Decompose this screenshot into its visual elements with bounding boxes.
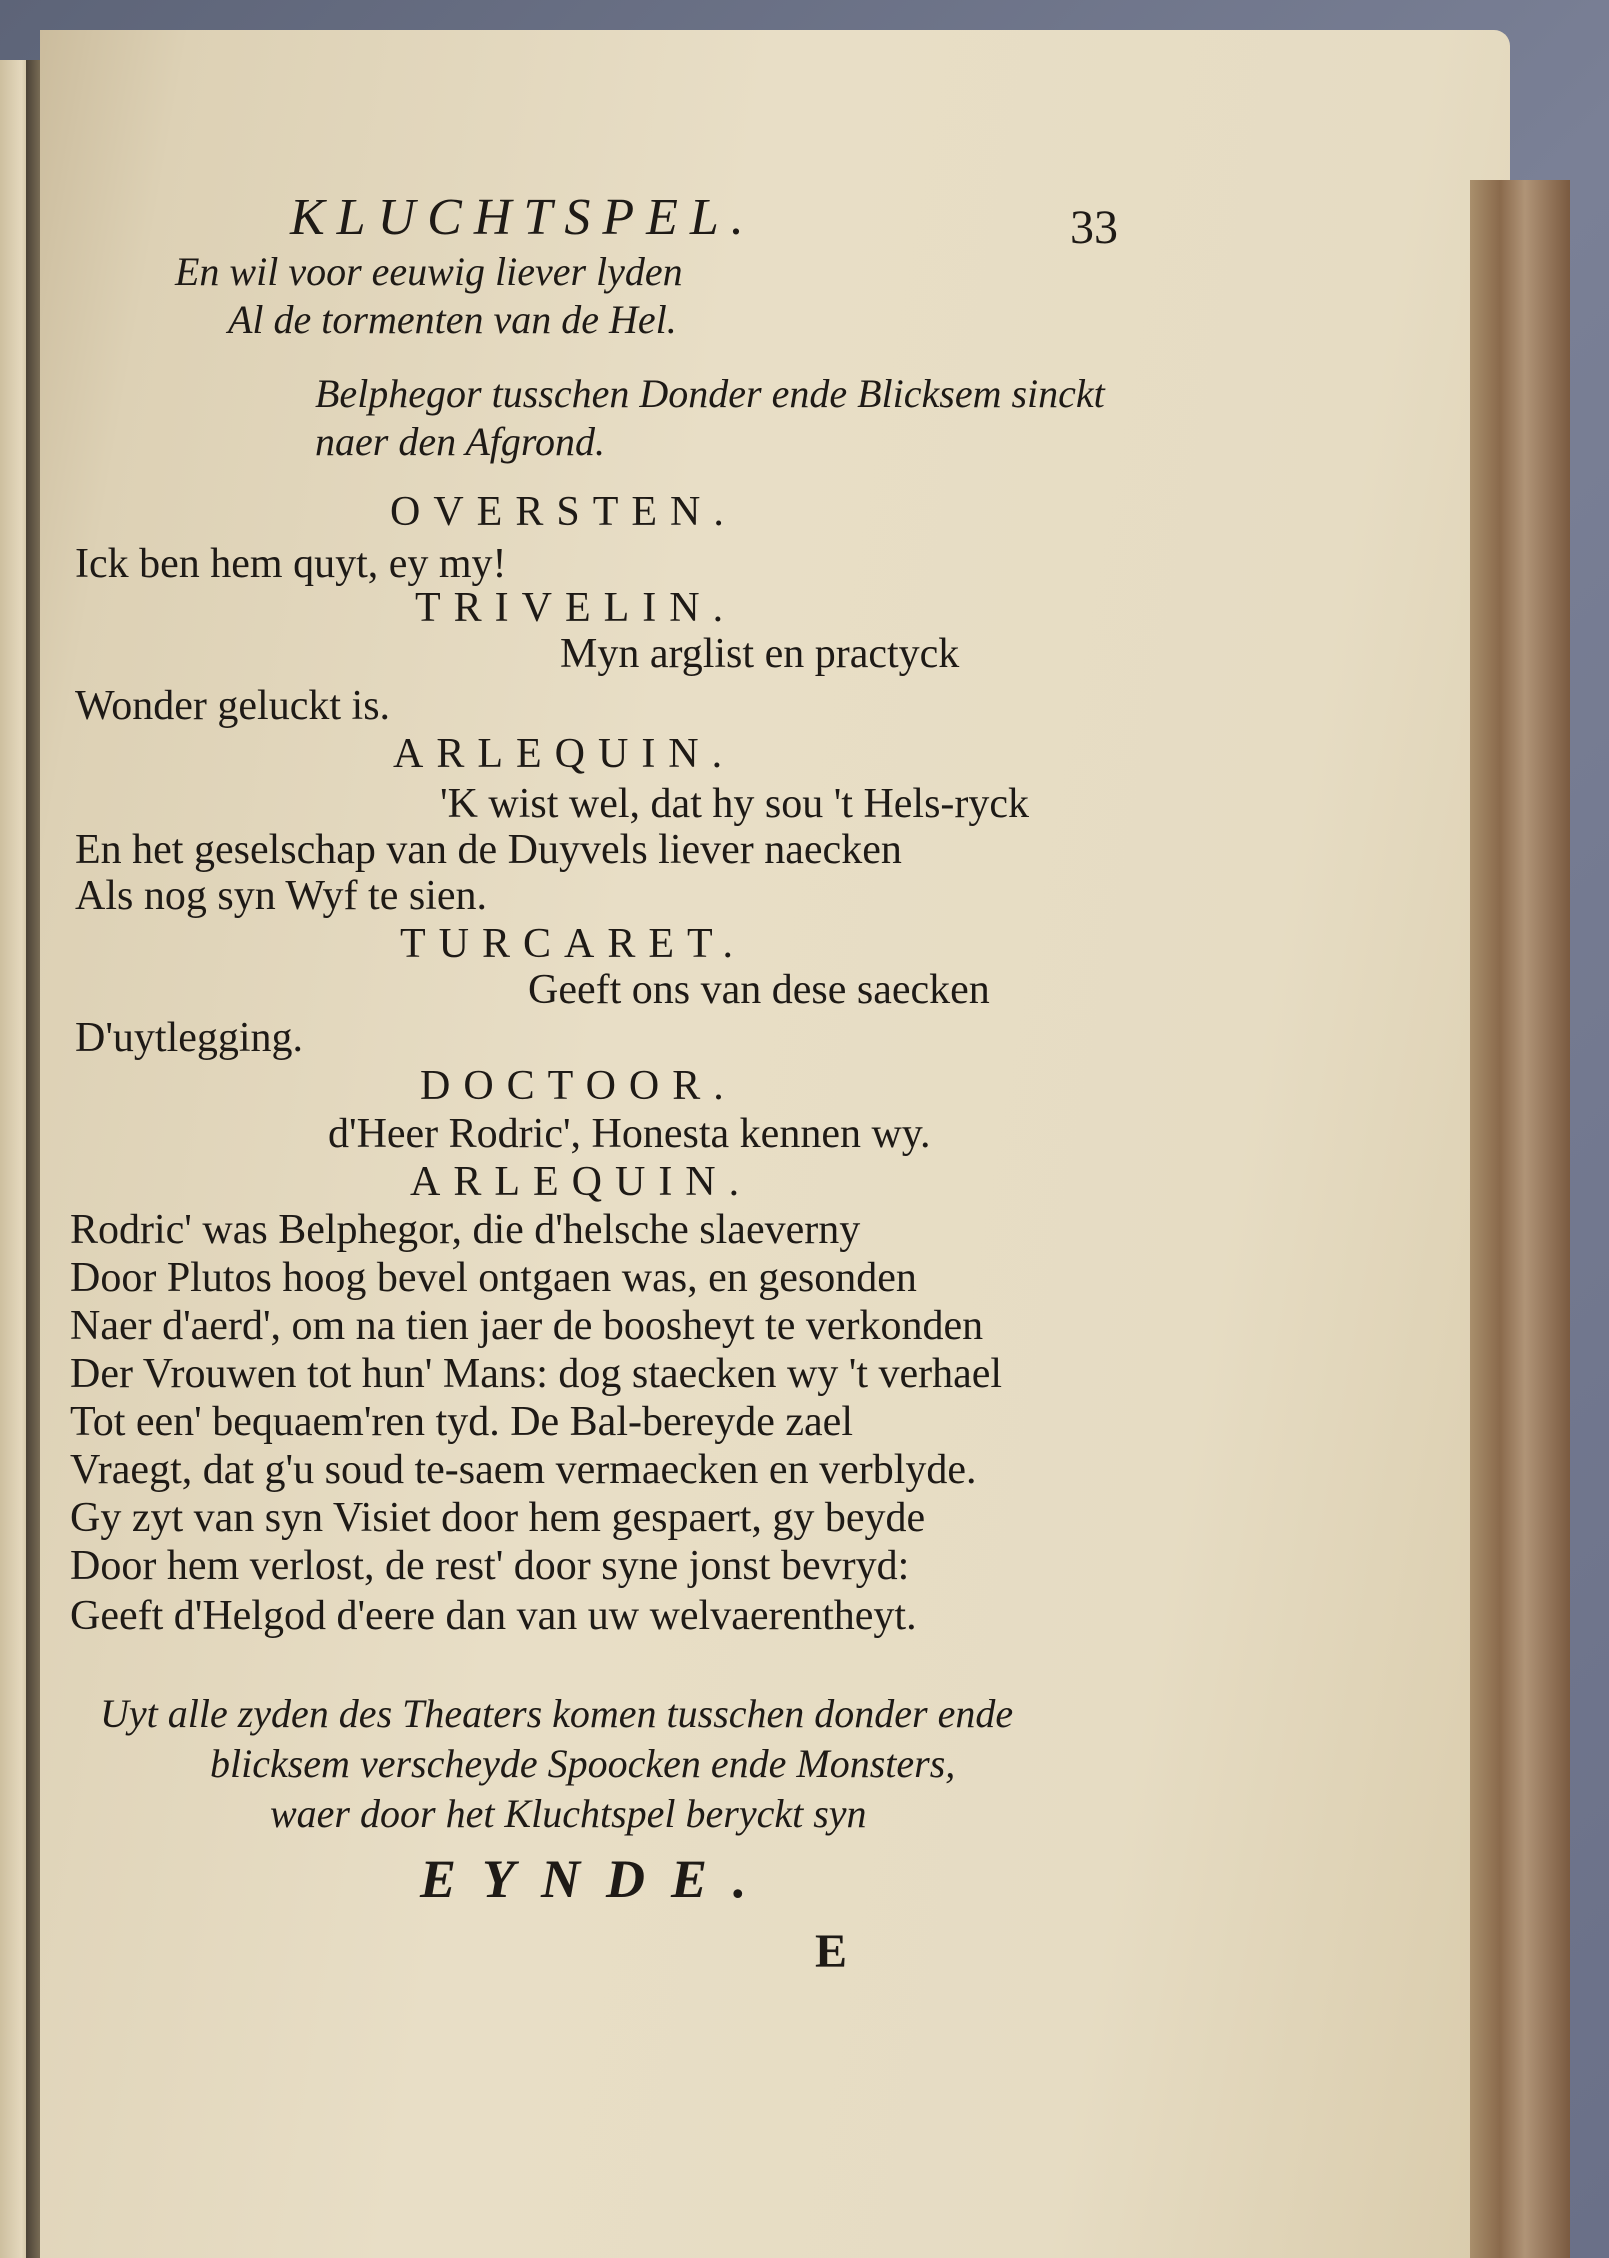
verse-line: Rodric' was Belphegor, die d'helsche slaeverny [70, 1207, 861, 1253]
verse-line: Tot een' bequaem'ren tyd. De Bal-bereyde zael [70, 1399, 853, 1445]
verse-line: d'Heer Rodric', Honesta kennen wy. [328, 1111, 931, 1157]
speaker-name: ARLEQUIN. [410, 1159, 753, 1205]
verse-line: Als nog syn Wyf te sien. [75, 873, 488, 919]
verse-line: Der Vrouwen tot hun' Mans: dog staecken wy 't verhael [70, 1351, 1003, 1397]
page-number: 33 [1070, 201, 1118, 254]
verse-line: D'uytlegging. [75, 1015, 304, 1061]
verse-line: En het geselschap van de Duyvels liever naecken [75, 827, 902, 873]
verse-line: Door Plutos hoog bevel ontgaen was, en gesonden [70, 1255, 917, 1301]
verse-line: Naer d'aerd', om na tien jaer de boosheyt te verkonden [70, 1303, 984, 1349]
verse-line: Gy zyt van syn Visiet door hem gespaert, gy beyde [70, 1495, 926, 1541]
verse-line: 'K wist wel, dat hy sou 't Hels-ryck [440, 781, 1030, 827]
verse-line: En wil voor eeuwig liever lyden [175, 249, 683, 294]
verse-line: Al de tormenten van de Hel. [228, 297, 677, 342]
signature-mark: E [815, 1925, 848, 1978]
speaker-name: TRIVELIN. [415, 585, 737, 631]
verse-line: Ick ben hem quyt, ey my! [75, 541, 507, 587]
stage-direction: blicksem verscheyde Spoocken ende Monsters, [210, 1741, 956, 1786]
finis: EYNDE. [420, 1849, 773, 1909]
verse-line: Door hem verlost, de rest' door syne jonst bevryd: [70, 1543, 910, 1589]
stage-direction: naer den Afgrond. [315, 419, 605, 464]
verse-line: Vraegt, dat g'u soud te-saem vermaecken en verblyde. [70, 1447, 977, 1493]
verse-line: Geeft ons van dese saecken [528, 967, 990, 1013]
stage-direction: Uyt alle zyden des Theaters komen tusschen donder ende [100, 1691, 1014, 1736]
speaker-name: TURCARET. [400, 921, 747, 967]
speaker-name: DOCTOOR. [420, 1063, 737, 1109]
verse-line: Geeft d'Helgod d'eere dan van uw welvaerentheyt. [70, 1593, 917, 1639]
verse-line: Wonder geluckt is. [75, 683, 391, 729]
speaker-name: ARLEQUIN. [393, 731, 736, 777]
verse-line: Myn arglist en practyck [560, 631, 960, 677]
running-head: KLUCHTSPEL. [290, 189, 756, 246]
stage-direction: waer door het Kluchtspel beryckt syn [270, 1791, 867, 1836]
speaker-name: OVERSTEN. [390, 489, 737, 535]
stage-direction: Belphegor tusschen Donder ende Blicksem sinckt [315, 371, 1105, 416]
